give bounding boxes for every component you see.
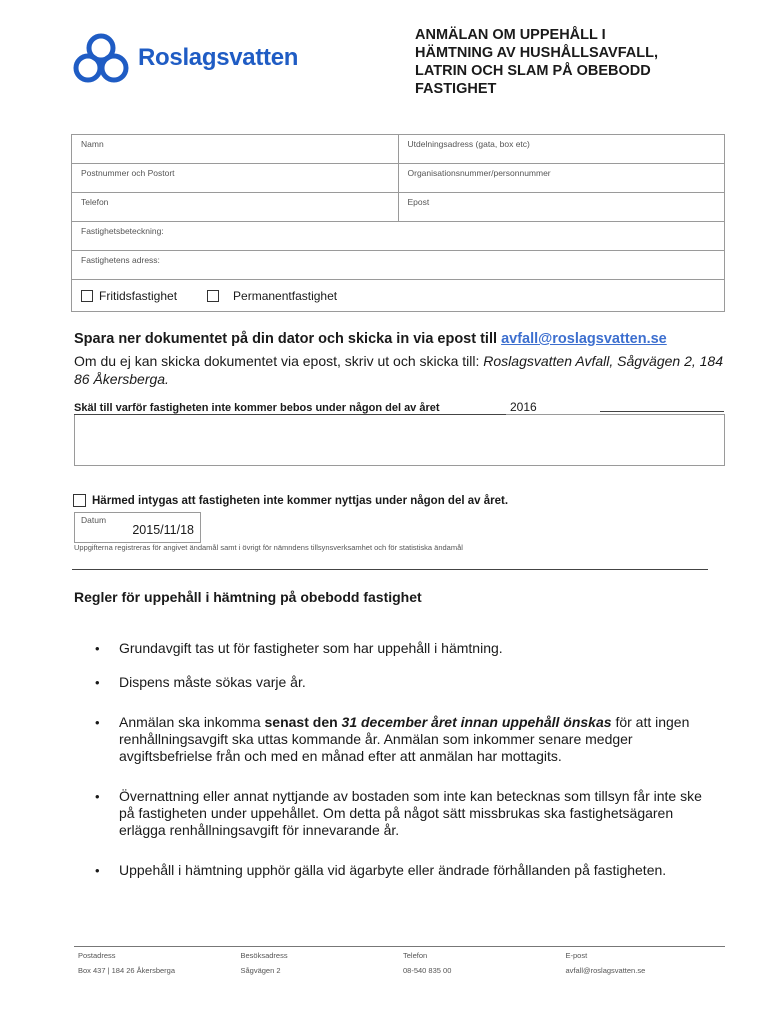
- form-row-property-id: [72, 222, 724, 251]
- rule-deadline-date: 31 december året innan uppehåll önskas: [341, 714, 612, 730]
- alt-address: Roslagsvatten Avfall, Sågvägen 2, 184 86 Åkersberga.: [74, 353, 723, 387]
- rule-text: Uppehåll i hämtning upphör gälla vid ägarbyte eller ändrade förhållanden på fastigheten.: [119, 862, 667, 878]
- address-field[interactable]: Utdelningsadress (gata, box etc): [398, 135, 725, 163]
- property-id-field[interactable]: Fastighetsbeteckning:: [81, 226, 164, 236]
- reason-textarea[interactable]: [74, 414, 725, 466]
- rule-item-ownership: [92, 862, 712, 879]
- rule-item-base-fee: [92, 640, 712, 657]
- roslagsvatten-logo: [70, 30, 298, 86]
- footer-phone-label: Telefon: [403, 951, 428, 960]
- permanent-property-checkbox[interactable]: [207, 289, 337, 303]
- footer-visit: [241, 951, 404, 975]
- footer-visit-label: Besöksadress: [240, 951, 288, 960]
- form-row-name: [72, 135, 724, 164]
- reason-underline: [74, 414, 506, 415]
- permanent-property-label: Permanentfastighet: [233, 288, 338, 303]
- postal-field[interactable]: Postnummer och Postort: [81, 168, 175, 178]
- reason-year-underline: [600, 411, 724, 412]
- rules-list: [92, 640, 712, 896]
- checkbox-icon: [81, 290, 93, 302]
- footer-email: [566, 951, 729, 975]
- email-field[interactable]: Epost: [398, 193, 725, 221]
- email-link[interactable]: avfall@roslagsvatten.se: [501, 331, 667, 347]
- rule-item-overnight: [92, 788, 712, 839]
- rule-deadline-lead: senast den: [264, 714, 338, 730]
- send-text: Spara ner dokumentet på din dator och skicka in via epost till: [74, 331, 498, 347]
- footer-phone: [403, 951, 566, 975]
- applicant-form: [71, 134, 725, 312]
- postal-instruction: [74, 352, 724, 388]
- title-line-1: ANMÄLAN OM UPPEHÅLL I: [415, 27, 606, 43]
- footer-visit-value: Sågvägen 2: [240, 966, 281, 975]
- send-instruction: [74, 331, 667, 347]
- form-row-contact: [72, 193, 724, 222]
- leisure-property-label: Fritidsfastighet: [99, 288, 178, 303]
- certify-checkbox[interactable]: [73, 494, 508, 507]
- footer-postal-value: Box 437 | 184 26 Åkersberga: [78, 966, 176, 975]
- footer-postal: [78, 951, 241, 975]
- property-address-field[interactable]: Fastighetens adress:: [81, 255, 160, 265]
- rule-text: Anmälan ska inkomma: [119, 714, 261, 730]
- alt-text: Om du ej kan skicka dokumentet via epost, skriv ut och skicka till:: [74, 353, 480, 369]
- orgnr-field[interactable]: Organisationsnummer/personnummer: [398, 164, 725, 192]
- rules-title: Regler för uppehåll i hämtning på obebodd fastighet: [74, 589, 422, 605]
- rule-text: Dispens måste sökas varje år.: [119, 674, 306, 690]
- form-row-postal: [72, 164, 724, 193]
- gdpr-note: Uppgifterna registreras för angivet ändamål samt i övrigt för nämndens tillsynsverksamhet och för statistiska ändamål: [74, 543, 463, 552]
- phone-field[interactable]: Telefon: [81, 197, 109, 207]
- title-line-3: LATRIN OCH SLAM PÅ OBEBODD: [415, 63, 651, 79]
- rule-text: för att ingen renhållningsavgift ska uttas kommande år. Anmälan som inkommer senare medger avgiftsbefrielse från och med en månad efter att anmälan har mottagits.: [119, 714, 690, 764]
- checkbox-icon: [73, 494, 86, 507]
- footer-divider: [74, 946, 725, 947]
- rule-text: Grundavgift tas ut för fastigheter som har uppehåll i hämtning.: [119, 640, 503, 656]
- date-field[interactable]: [74, 512, 201, 543]
- rule-text: Övernattning eller annat nyttjande av bostaden som inte kan betecknas som tillsyn får inte ske på fastigheten under uppehållet. Om detta på något sätt missbrukas ska fastighetsägaren erlägga renhållningsavgift för innevarande år.: [119, 788, 702, 838]
- date-value: 2015/11/18: [132, 523, 194, 537]
- date-label: Datum: [81, 515, 107, 525]
- form-row-property-type: [72, 280, 724, 311]
- name-field[interactable]: Namn: [81, 139, 104, 149]
- checkbox-icon: [207, 290, 219, 302]
- leisure-property-checkbox[interactable]: [81, 289, 177, 303]
- rule-item-dispensation: [92, 674, 712, 691]
- roslagsvatten-logo-icon: [70, 30, 132, 86]
- section-divider: [72, 569, 708, 570]
- title-line-2: HÄMTNING AV HUSHÅLLSAVFALL,: [415, 45, 658, 61]
- certify-text: Härmed intygas att fastigheten inte kommer nyttjas under någon del av året.: [92, 494, 509, 507]
- footer-phone-value: 08-540 835 00: [403, 966, 452, 975]
- footer-email-label: E-post: [565, 951, 588, 960]
- title-line-4: FASTIGHET: [415, 81, 497, 97]
- reason-label: Skäl till varför fastigheten inte kommer bebos under någon del av året: [74, 402, 440, 414]
- reason-year: 2016: [510, 400, 537, 414]
- footer-postal-label: Postadress: [78, 951, 116, 960]
- brand-name: Roslagsvatten: [138, 44, 299, 71]
- document-title: [415, 26, 745, 98]
- rule-item-deadline: [92, 714, 712, 765]
- footer: [78, 951, 728, 975]
- form-row-property-address: [72, 251, 724, 280]
- footer-email-value: avfall@roslagsvatten.se: [565, 966, 646, 975]
